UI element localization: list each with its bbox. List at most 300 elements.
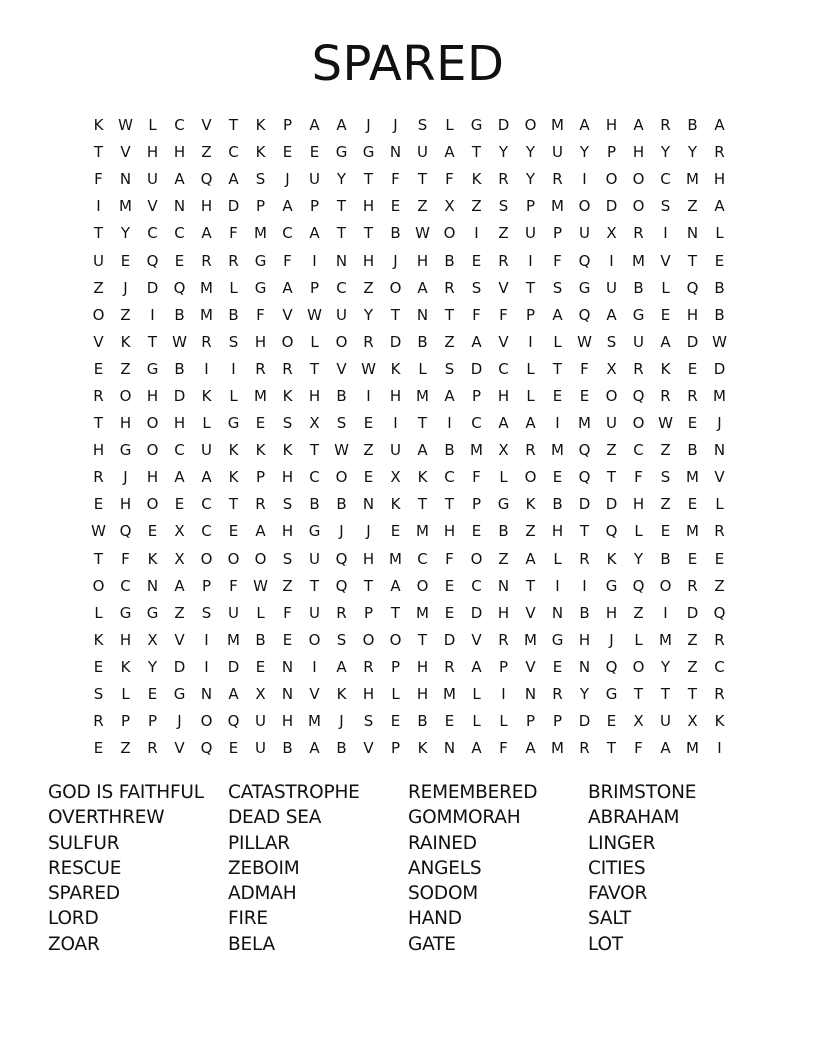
grid-letter: I: [447, 414, 452, 433]
grid-letter: B: [417, 712, 428, 731]
grid-letter: B: [444, 441, 455, 460]
grid-letter: W: [334, 441, 349, 460]
grid-letter: I: [501, 685, 506, 704]
grid-letter: R: [714, 143, 725, 162]
grid-letter: E: [93, 657, 104, 676]
grid-letter: T: [417, 630, 428, 649]
word-bank-item: SULFUR: [48, 832, 120, 854]
grid-letter: K: [390, 359, 401, 378]
grid-letter: O: [281, 332, 294, 351]
grid-letter: H: [686, 305, 699, 324]
grid-letter: L: [553, 549, 562, 568]
grid-letter: E: [390, 522, 401, 541]
grid-letter: U: [309, 603, 320, 622]
grid-letter: M: [632, 251, 645, 270]
grid-row: [85, 600, 733, 627]
grid-letter: U: [525, 224, 536, 243]
grid-letter: X: [498, 441, 509, 460]
grid-letter: M: [551, 739, 564, 758]
grid-letter: C: [201, 495, 212, 514]
grid-letter: N: [173, 197, 186, 216]
page-title: SPARED: [311, 36, 505, 92]
grid-letter: R: [498, 630, 509, 649]
grid-letter: R: [444, 657, 455, 676]
grid-letter: H: [281, 468, 294, 487]
grid-letter: I: [663, 224, 668, 243]
grid-letter: N: [713, 441, 726, 460]
grid-letter: L: [148, 116, 157, 135]
word-bank-item: GOMMORAH: [408, 807, 521, 829]
word-bank-item: CITIES: [588, 857, 646, 879]
grid-letter: G: [497, 495, 510, 514]
word-bank-column: [228, 780, 408, 957]
grid-letter: E: [552, 657, 563, 676]
grid-letter: V: [471, 630, 482, 649]
grid-letter: X: [687, 712, 698, 731]
grid-letter: H: [254, 332, 267, 351]
grid-letter: U: [309, 549, 320, 568]
grid-letter: F: [283, 603, 292, 622]
grid-letter: I: [528, 332, 533, 351]
word-bank-item: ANGELS: [408, 857, 482, 879]
word-bank-item: SODOM: [408, 883, 479, 905]
grid-letter: I: [393, 414, 398, 433]
grid-letter: Q: [605, 522, 618, 541]
grid-letter: E: [93, 739, 104, 758]
grid-letter: E: [120, 251, 131, 270]
grid-letter: V: [174, 630, 185, 649]
grid-letter: U: [228, 603, 239, 622]
grid-letter: R: [498, 170, 509, 189]
grid-letter: N: [524, 685, 537, 704]
grid-letter: S: [228, 332, 239, 351]
grid-letter: P: [525, 197, 536, 216]
grid-letter: H: [713, 170, 726, 189]
grid-letter: Y: [336, 170, 347, 189]
grid-letter: J: [123, 278, 128, 297]
grid-letter: O: [632, 657, 645, 676]
grid-letter: N: [497, 576, 510, 595]
grid-letter: G: [254, 251, 267, 270]
grid-letter: E: [714, 251, 725, 270]
grid-letter: A: [471, 332, 482, 351]
grid-letter: F: [229, 576, 238, 595]
grid-letter: I: [609, 251, 614, 270]
grid-letter: A: [417, 278, 428, 297]
grid-letter: G: [308, 522, 321, 541]
grid-row: [85, 518, 733, 545]
grid-letter: I: [204, 359, 209, 378]
grid-letter: C: [471, 576, 482, 595]
grid-row: [85, 627, 733, 654]
grid-letter: C: [660, 170, 671, 189]
grid-letter: B: [390, 224, 401, 243]
grid-letter: H: [200, 197, 213, 216]
grid-letter: Q: [686, 278, 699, 297]
grid-letter: T: [309, 359, 320, 378]
grid-letter: H: [578, 630, 591, 649]
grid-letter: O: [362, 630, 375, 649]
grid-letter: Z: [120, 739, 131, 758]
grid-letter: P: [120, 712, 131, 731]
grid-letter: W: [361, 359, 376, 378]
grid-letter: L: [229, 386, 238, 405]
grid-letter: M: [686, 739, 699, 758]
grid-letter: B: [714, 305, 725, 324]
word-bank-item: BELA: [228, 933, 275, 955]
grid-letter: M: [578, 414, 591, 433]
grid-letter: Z: [660, 495, 671, 514]
grid-letter: K: [228, 468, 239, 487]
grid-letter: O: [200, 712, 213, 731]
grid-letter: J: [609, 630, 614, 649]
grid-letter: N: [362, 495, 375, 514]
grid-row: [85, 708, 733, 735]
grid-letter: R: [363, 657, 374, 676]
word-bank-item: GATE: [408, 933, 456, 955]
grid-letter: K: [120, 657, 131, 676]
grid-row: [85, 573, 733, 600]
grid-letter: S: [336, 414, 347, 433]
grid-letter: A: [660, 739, 671, 758]
grid-letter: Z: [201, 143, 212, 162]
grid-letter: W: [118, 116, 133, 135]
grid-letter: S: [417, 116, 428, 135]
grid-letter: A: [174, 170, 185, 189]
grid-letter: T: [687, 251, 698, 270]
grid-letter: B: [336, 495, 347, 514]
grid-letter: U: [633, 332, 644, 351]
grid-letter: A: [714, 197, 725, 216]
grid-letter: A: [255, 522, 266, 541]
grid-letter: D: [605, 495, 618, 514]
grid-letter: C: [336, 278, 347, 297]
grid-letter: P: [255, 468, 266, 487]
grid-row: [85, 735, 733, 762]
grid-letter: A: [606, 305, 617, 324]
grid-letter: Q: [605, 657, 618, 676]
word-search-grid: [85, 112, 733, 762]
grid-letter: H: [497, 603, 510, 622]
grid-letter: C: [147, 224, 158, 243]
grid-letter: M: [200, 305, 213, 324]
grid-letter: R: [714, 522, 725, 541]
grid-letter: T: [525, 576, 536, 595]
grid-letter: R: [633, 224, 644, 243]
grid-letter: B: [444, 251, 455, 270]
grid-letter: H: [281, 522, 294, 541]
grid-letter: Z: [687, 630, 698, 649]
grid-letter: O: [92, 305, 105, 324]
grid-letter: W: [577, 332, 592, 351]
grid-letter: A: [525, 739, 536, 758]
grid-letter: A: [390, 576, 401, 595]
grid-letter: P: [606, 143, 617, 162]
grid-letter: O: [146, 441, 159, 460]
grid-letter: B: [417, 332, 428, 351]
grid-letter: F: [634, 739, 643, 758]
grid-row: [85, 546, 733, 573]
grid-letter: I: [312, 251, 317, 270]
grid-letter: X: [444, 197, 455, 216]
grid-letter: G: [605, 685, 618, 704]
grid-letter: M: [227, 630, 240, 649]
grid-letter: E: [147, 522, 158, 541]
grid-letter: F: [472, 468, 481, 487]
grid-letter: R: [552, 170, 563, 189]
grid-letter: Y: [633, 549, 644, 568]
grid-letter: I: [150, 305, 155, 324]
grid-letter: A: [471, 739, 482, 758]
grid-letter: E: [174, 495, 185, 514]
grid-letter: V: [498, 278, 509, 297]
grid-letter: W: [712, 332, 727, 351]
grid-letter: L: [634, 522, 643, 541]
grid-letter: Q: [578, 251, 591, 270]
grid-row: [85, 166, 733, 193]
grid-letter: E: [471, 251, 482, 270]
grid-letter: C: [471, 414, 482, 433]
grid-letter: N: [578, 657, 591, 676]
grid-letter: R: [633, 359, 644, 378]
grid-letter: L: [526, 386, 535, 405]
grid-letter: A: [525, 549, 536, 568]
grid-letter: C: [120, 576, 131, 595]
grid-letter: E: [390, 197, 401, 216]
grid-letter: E: [687, 495, 698, 514]
grid-letter: M: [470, 441, 483, 460]
grid-letter: Y: [660, 657, 671, 676]
grid-letter: S: [282, 414, 293, 433]
grid-row: [85, 275, 733, 302]
grid-letter: S: [201, 603, 212, 622]
grid-letter: U: [336, 305, 347, 324]
grid-row: [85, 193, 733, 220]
grid-letter: H: [551, 522, 564, 541]
grid-letter: Z: [444, 332, 455, 351]
grid-letter: T: [444, 495, 455, 514]
grid-letter: Z: [687, 197, 698, 216]
grid-letter: L: [715, 495, 724, 514]
grid-letter: M: [389, 549, 402, 568]
grid-letter: D: [686, 332, 699, 351]
grid-letter: L: [472, 685, 481, 704]
grid-letter: Y: [363, 305, 374, 324]
grid-letter: P: [471, 495, 482, 514]
grid-letter: G: [605, 576, 618, 595]
grid-letter: H: [146, 468, 159, 487]
grid-letter: N: [200, 685, 213, 704]
grid-letter: U: [606, 278, 617, 297]
grid-letter: K: [120, 332, 131, 351]
grid-letter: J: [717, 414, 722, 433]
grid-letter: B: [336, 739, 347, 758]
grid-letter: U: [309, 170, 320, 189]
grid-letter: T: [228, 116, 239, 135]
grid-letter: B: [687, 441, 698, 460]
grid-letter: F: [499, 305, 508, 324]
grid-letter: S: [282, 549, 293, 568]
grid-letter: U: [147, 170, 158, 189]
grid-letter: X: [255, 685, 266, 704]
grid-letter: D: [686, 603, 699, 622]
grid-letter: M: [416, 603, 429, 622]
grid-row: [85, 654, 733, 681]
grid-letter: U: [417, 143, 428, 162]
grid-letter: S: [282, 495, 293, 514]
grid-letter: P: [525, 712, 536, 731]
grid-letter: H: [119, 495, 132, 514]
grid-letter: S: [660, 197, 671, 216]
grid-letter: Z: [525, 522, 536, 541]
word-bank-column: [588, 780, 768, 957]
grid-letter: O: [578, 197, 591, 216]
grid-letter: E: [714, 549, 725, 568]
grid-letter: K: [606, 549, 617, 568]
grid-letter: M: [551, 197, 564, 216]
word-bank-item: RESCUE: [48, 857, 122, 879]
grid-letter: O: [632, 414, 645, 433]
grid-letter: T: [363, 224, 374, 243]
grid-letter: Q: [578, 305, 591, 324]
grid-letter: R: [201, 332, 212, 351]
grid-letter: V: [93, 332, 104, 351]
grid-letter: B: [498, 522, 509, 541]
grid-letter: E: [687, 549, 698, 568]
grid-letter: E: [444, 712, 455, 731]
grid-letter: F: [445, 170, 454, 189]
grid-letter: R: [687, 576, 698, 595]
grid-letter: I: [204, 657, 209, 676]
grid-letter: A: [309, 116, 320, 135]
grid-letter: T: [444, 305, 455, 324]
grid-letter: E: [174, 251, 185, 270]
grid-letter: Y: [147, 657, 158, 676]
grid-letter: M: [686, 170, 699, 189]
grid-letter: E: [660, 305, 671, 324]
grid-letter: V: [147, 197, 158, 216]
grid-letter: Z: [633, 603, 644, 622]
grid-letter: K: [714, 712, 725, 731]
grid-letter: E: [552, 386, 563, 405]
grid-letter: T: [93, 414, 104, 433]
grid-letter: E: [606, 712, 617, 731]
grid-letter: A: [660, 332, 671, 351]
grid-letter: Y: [525, 143, 536, 162]
grid-letter: K: [390, 495, 401, 514]
grid-letter: Q: [200, 170, 213, 189]
grid-letter: Z: [498, 549, 509, 568]
grid-letter: N: [389, 143, 402, 162]
grid-letter: F: [391, 170, 400, 189]
grid-letter: D: [713, 359, 726, 378]
grid-letter: B: [228, 305, 239, 324]
word-bank-item: ADMAH: [228, 883, 297, 905]
word-bank-item: LORD: [48, 908, 99, 930]
grid-letter: Z: [174, 603, 185, 622]
grid-row: [85, 329, 733, 356]
grid-letter: V: [525, 657, 536, 676]
grid-letter: D: [578, 495, 591, 514]
grid-letter: Z: [363, 278, 374, 297]
grid-letter: A: [525, 414, 536, 433]
grid-letter: K: [201, 386, 212, 405]
word-bank-item: FAVOR: [588, 883, 648, 905]
grid-letter: R: [93, 712, 104, 731]
grid-letter: Z: [120, 305, 131, 324]
grid-letter: O: [200, 549, 213, 568]
grid-letter: T: [390, 305, 401, 324]
grid-letter: P: [363, 603, 374, 622]
grid-letter: E: [687, 414, 698, 433]
grid-letter: G: [578, 278, 591, 297]
grid-letter: Q: [335, 576, 348, 595]
grid-letter: G: [254, 278, 267, 297]
grid-letter: R: [579, 549, 590, 568]
grid-letter: M: [713, 386, 726, 405]
grid-letter: C: [498, 359, 509, 378]
grid-letter: L: [256, 603, 265, 622]
grid-row: [85, 410, 733, 437]
grid-letter: I: [96, 197, 101, 216]
grid-row: [85, 247, 733, 274]
grid-letter: P: [309, 278, 320, 297]
grid-letter: H: [362, 685, 375, 704]
grid-letter: F: [580, 359, 589, 378]
grid-letter: E: [282, 630, 293, 649]
grid-letter: V: [714, 468, 725, 487]
grid-letter: J: [123, 468, 128, 487]
grid-letter: O: [146, 414, 159, 433]
grid-letter: Z: [714, 576, 725, 595]
grid-letter: D: [497, 116, 510, 135]
grid-letter: M: [416, 522, 429, 541]
grid-letter: T: [687, 685, 698, 704]
grid-letter: R: [336, 603, 347, 622]
grid-letter: O: [605, 170, 618, 189]
grid-letter: R: [525, 441, 536, 460]
grid-letter: B: [660, 549, 671, 568]
grid-letter: Q: [713, 603, 726, 622]
grid-letter: N: [281, 657, 294, 676]
grid-letter: C: [174, 441, 185, 460]
grid-letter: M: [443, 685, 456, 704]
grid-letter: A: [228, 685, 239, 704]
grid-letter: G: [227, 414, 240, 433]
grid-letter: E: [579, 386, 590, 405]
grid-letter: H: [632, 143, 645, 162]
word-bank-item: OVERTHREW: [48, 807, 165, 829]
grid-letter: I: [717, 739, 722, 758]
word-bank-item: ZOAR: [48, 933, 100, 955]
grid-letter: P: [309, 197, 320, 216]
grid-row: [85, 302, 733, 329]
grid-letter: K: [417, 468, 428, 487]
grid-letter: M: [254, 224, 267, 243]
grid-letter: I: [582, 170, 587, 189]
grid-letter: E: [282, 143, 293, 162]
grid-letter: Y: [660, 143, 671, 162]
grid-letter: O: [416, 576, 429, 595]
grid-letter: N: [146, 576, 159, 595]
grid-letter: U: [552, 143, 563, 162]
grid-letter: E: [93, 359, 104, 378]
grid-letter: P: [282, 116, 293, 135]
grid-letter: V: [174, 739, 185, 758]
grid-letter: L: [229, 278, 238, 297]
grid-letter: C: [228, 143, 239, 162]
grid-letter: K: [471, 170, 482, 189]
